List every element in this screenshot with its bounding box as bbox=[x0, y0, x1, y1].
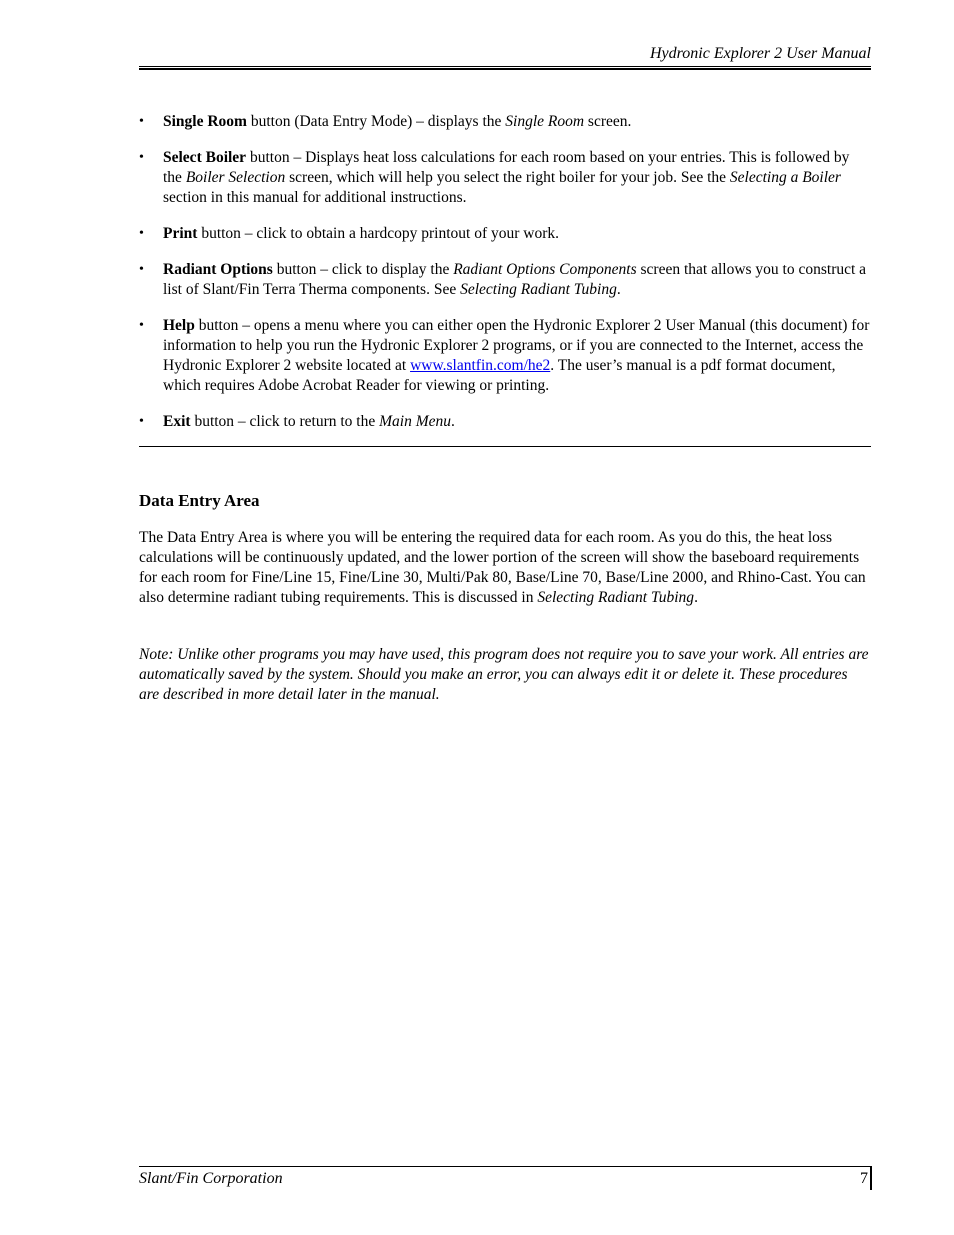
list-item-single-room bbox=[139, 112, 871, 132]
description-text: . bbox=[616, 281, 621, 298]
description-text: section in this manual for additional instructions. bbox=[163, 189, 467, 206]
term-select-boiler: Select Boiler bbox=[163, 149, 247, 166]
header-rule-thin bbox=[139, 66, 871, 67]
footer-company: Slant/Fin Corporation bbox=[139, 1170, 283, 1187]
section-divider bbox=[139, 446, 871, 447]
description-text: button – opens a menu where you can either open the Hydronic Explorer 2 User Manual (this document) for information to help you run the Hydronic Explorer 2 programs, or if you are connected to the Internet, access the Hydronic Explorer 2 website located at bbox=[163, 317, 870, 374]
list-item-print bbox=[139, 224, 871, 244]
bullet-icon: • bbox=[139, 262, 144, 277]
bullet-icon: • bbox=[139, 150, 144, 165]
footer-vertical-bar bbox=[870, 1166, 872, 1190]
description-text: button – click to return to the bbox=[190, 413, 380, 430]
screen-name: Boiler Selection bbox=[185, 169, 286, 186]
paragraph-text: . bbox=[694, 589, 698, 606]
list-item-radiant-options bbox=[139, 260, 871, 300]
bullet-icon: • bbox=[139, 318, 144, 333]
description-text: button – click to display the bbox=[272, 261, 454, 278]
term-radiant-options: Radiant Options bbox=[163, 261, 273, 278]
description-text: . The user’s manual is a pdf format document, which requires Adobe Acrobat Reader for viewing or printing. bbox=[163, 357, 836, 394]
website-link[interactable]: www.slantfin.com/he2 bbox=[410, 357, 551, 374]
screen-name: Radiant Options Components bbox=[453, 261, 637, 278]
bullet-icon: • bbox=[139, 414, 144, 429]
footer-rule bbox=[139, 1166, 871, 1167]
page-number: 7 bbox=[860, 1170, 868, 1187]
term-exit: Exit bbox=[163, 413, 191, 430]
description-text: screen. bbox=[584, 113, 632, 130]
description-text: button – click to obtain a hardcopy printout of your work. bbox=[197, 225, 560, 242]
term-single-room: Single Room bbox=[163, 113, 247, 130]
note-paragraph: Note: Unlike other programs you may have used, this program does not require you to save your work. All entries are automatically saved by the system. Should you make an error, you can always edit it or delete it. These procedures are described in more detail later in the manual. bbox=[139, 646, 869, 703]
description-text: screen, which will help you select the right boiler for your job. See the bbox=[285, 169, 730, 186]
section-reference: Selecting Radiant Tubing bbox=[460, 281, 617, 298]
list-item-exit bbox=[139, 412, 871, 432]
description-text: button (Data Entry Mode) – displays the bbox=[246, 113, 506, 130]
list-item-select-boiler bbox=[139, 148, 871, 208]
description-text: screen that allows you to construct a list of Slant/Fin Terra Therma components. See bbox=[163, 261, 867, 298]
screen-name: Single Room bbox=[505, 113, 585, 130]
term-help: Help bbox=[163, 317, 195, 334]
button-description-list bbox=[139, 112, 871, 448]
list-item-help bbox=[139, 316, 871, 396]
header-rule-thick bbox=[139, 68, 871, 70]
section-reference: Selecting a Boiler bbox=[729, 169, 841, 186]
section-reference: Selecting Radiant Tubing bbox=[537, 589, 695, 606]
bullet-icon: • bbox=[139, 226, 144, 241]
paragraph-text: The Data Entry Area is where you will be entering the required data for each room. As you do this, the heat loss calculations will be continuously updated, and the lower portion of the screen will show the baseboard requirements for each room for Fine/Line 15, Fine/Line 30, Multi/Pak 80, Base/Line 70, Base/Line 2000, and Rhino-Cast. You can also determine radiant tubing requirements. This is discussed in bbox=[139, 529, 866, 606]
description-text: button – Displays heat loss calculations for each room based on your entries. This is followed by the bbox=[163, 149, 850, 186]
description-text: . bbox=[451, 413, 455, 430]
screen-name: Main Menu bbox=[379, 413, 451, 430]
term-print: Print bbox=[163, 225, 198, 242]
bullet-icon: • bbox=[139, 114, 144, 129]
section-heading: Data Entry Area bbox=[139, 491, 260, 510]
running-header: Hydronic Explorer 2 User Manual bbox=[650, 45, 871, 62]
body-paragraph bbox=[139, 528, 871, 608]
